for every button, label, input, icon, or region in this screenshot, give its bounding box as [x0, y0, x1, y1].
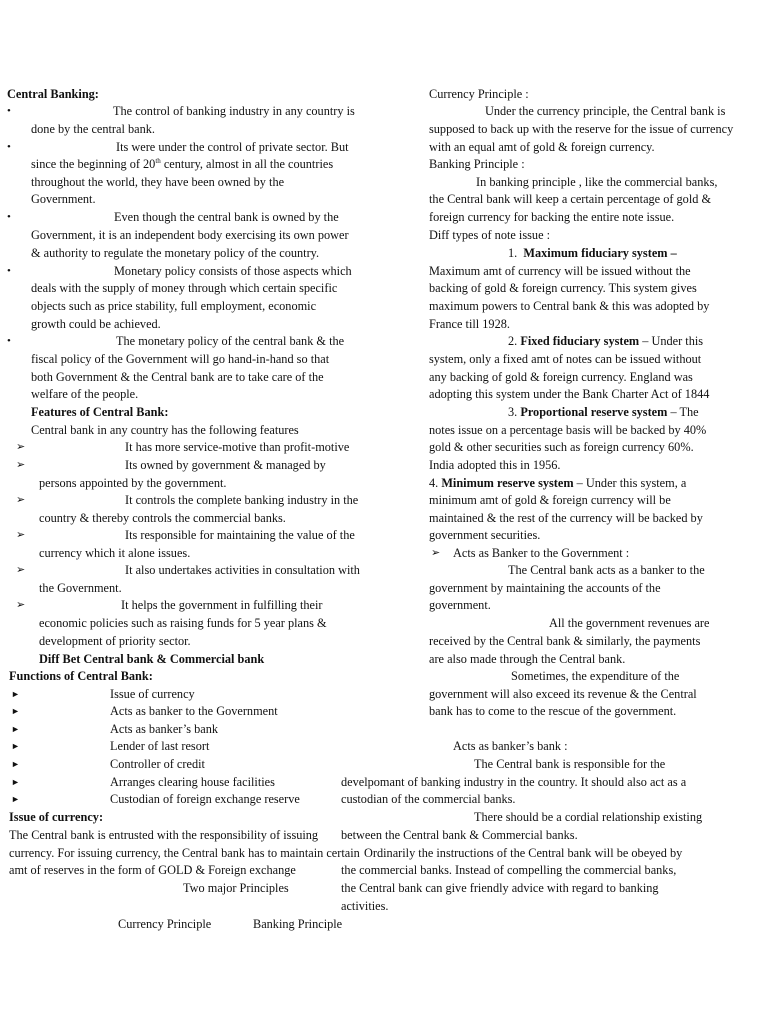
paragraph-line: France till 1928. — [429, 317, 510, 331]
bullet-dot: • — [7, 141, 11, 153]
paragraph-line: welfare of the people. — [31, 387, 139, 401]
paragraph-line: the Central bank can give friendly advice with regard to banking — [341, 881, 659, 895]
paragraph-line: There should be a cordial relationship existing — [474, 810, 703, 824]
feature-line: country & thereby controls the commercial banks. — [39, 511, 286, 525]
diff-types-heading: Diff types of note issue : — [429, 228, 551, 242]
paragraph-line: bank has to come to the rescue of the government. — [429, 704, 677, 718]
paragraph-line: All the government revenues are — [549, 616, 710, 630]
note-type-title: 1. Maximum fiduciary system – — [508, 246, 677, 260]
arrow-bullet-icon: ➢ — [16, 441, 26, 453]
paragraph-line: Monetary policy consists of those aspects which — [114, 264, 352, 278]
feature-line: currency which it alone issues. — [39, 546, 191, 560]
issue-line: The Central bank is entrusted with the responsibility of issuing — [9, 828, 319, 842]
diff-heading: Diff Bet Central bank & Commercial bank — [39, 652, 265, 666]
paragraph-line: government will also exceed its revenue & the Central — [429, 687, 697, 701]
feature-line: It also undertakes activities in consultation with — [125, 563, 360, 577]
paragraph-line: The Central bank is responsible for the — [474, 757, 666, 771]
feature-line: It controls the complete banking industry in the — [125, 493, 359, 507]
feature-line: the Government. — [39, 581, 122, 595]
arrow-bullet-icon: ➢ — [16, 564, 26, 576]
feature-line: It helps the government in fulfilling their — [121, 598, 323, 612]
paragraph-line: The monetary policy of the central bank & the — [116, 334, 345, 348]
paragraph-line: supposed to back up with the reserve for the issue of currency — [429, 122, 734, 136]
paragraph-line: Its were under the control of private sector. But — [116, 140, 349, 154]
paragraph-line: government securities. — [429, 528, 541, 542]
paragraph-line: maximum powers to Central bank & this was adopted by — [429, 299, 710, 313]
banker-to-government-heading: Acts as Banker to the Government : — [453, 546, 630, 560]
paragraph-line: with an equal amt of gold & foreign currency. — [429, 140, 655, 154]
two-principles-label: Two major Principles — [183, 881, 289, 895]
paragraph-line: maintained & the rest of the currency will be backed by — [429, 511, 703, 525]
arrow-bullet-icon: ➢ — [16, 599, 26, 611]
features-intro: Central bank in any country has the following features — [31, 423, 299, 437]
triangle-bullet-icon: ► — [11, 689, 20, 699]
paragraph-line: custodian of the commercial banks. — [341, 792, 516, 806]
function-item: Arranges clearing house facilities — [110, 775, 275, 789]
triangle-bullet-icon: ► — [11, 706, 20, 716]
feature-line: Its responsible for maintaining the value of the — [125, 528, 355, 542]
note-type-title: 3. Proportional reserve system – The — [508, 405, 699, 419]
paragraph-line: In banking principle , like the commercial banks, — [476, 175, 718, 189]
paragraph-line: Even though the central bank is owned by the — [114, 210, 339, 224]
function-item: Controller of credit — [110, 757, 205, 771]
banking-principle-heading: Banking Principle : — [429, 157, 525, 171]
paragraph-line: gold & other securities such as foreign currency 60%. — [429, 440, 694, 454]
triangle-bullet-icon: ► — [11, 794, 20, 804]
issue-heading: Issue of currency: — [9, 810, 104, 824]
triangle-bullet-icon: ► — [11, 741, 20, 751]
section-heading-central-banking: Central Banking: — [7, 87, 99, 101]
paragraph-line: Maximum amt of currency will be issued without the — [429, 264, 691, 278]
bullet-dot: • — [7, 335, 11, 347]
triangle-bullet-icon: ► — [11, 724, 20, 734]
paragraph-line: between the Central bank & Commercial banks. — [341, 828, 578, 842]
paragraph-line: received by the Central bank & similarly, the payments — [429, 634, 701, 648]
paragraph-line: & authority to regulate the monetary policy of the country. — [31, 246, 320, 260]
arrow-bullet-icon: ➢ — [16, 529, 26, 541]
arrow-bullet-icon: ➢ — [16, 459, 26, 471]
paragraph-line: Under the currency principle, the Central bank is — [485, 104, 726, 118]
currency-principle-heading: Currency Principle : — [429, 87, 529, 101]
paragraph-line: fiscal policy of the Government will go hand-in-hand so that — [31, 352, 330, 366]
feature-line: persons appointed by the government. — [39, 476, 227, 490]
issue-line: amt of reserves in the form of GOLD & Foreign exchange — [9, 863, 296, 877]
paragraph-line: The Central bank acts as a banker to the — [508, 563, 705, 577]
paragraph-line: government by maintaining the accounts of the — [429, 581, 661, 595]
paragraph-line: foreign currency for backing the entire note issue. — [429, 210, 675, 224]
paragraph-line: growth could be achieved. — [31, 317, 161, 331]
paragraph-line: objects such as price stability, full employment, economic — [31, 299, 317, 313]
paragraph-line: government. — [429, 598, 491, 612]
bullet-dot: • — [7, 105, 11, 117]
arrow-bullet-icon: ➢ — [431, 547, 441, 559]
function-item: Lender of last resort — [110, 739, 210, 753]
paragraph-line: The control of banking industry in any country is — [113, 104, 355, 118]
feature-line: Its owned by government & managed by — [125, 458, 326, 472]
arrow-bullet-icon: ➢ — [16, 494, 26, 506]
banking-principle-label: Banking Principle — [253, 917, 343, 931]
bullet-dot: • — [7, 265, 11, 277]
paragraph-line: develpomant of banking industry in the country. It should also act as a — [341, 775, 687, 789]
paragraph-line: done by the central bank. — [31, 122, 155, 136]
paragraph-line: throughout the world, they have been owned by the — [31, 175, 285, 189]
paragraph-line: deals with the supply of money through which certain specific — [31, 281, 338, 295]
function-item: Custodian of foreign exchange reserve — [110, 792, 300, 806]
triangle-bullet-icon: ► — [11, 759, 20, 769]
currency-principle-label: Currency Principle — [118, 917, 212, 931]
paragraph-line: minimum amt of gold & foreign currency will be — [429, 493, 671, 507]
paragraph-line: Government. — [31, 192, 96, 206]
paragraph-line: both Government & the Central bank are to take care of the — [31, 370, 324, 384]
bankers-bank-heading: Acts as banker’s bank : — [453, 739, 568, 753]
function-item: Acts as banker’s bank — [110, 722, 219, 736]
paragraph-line: backing of gold & foreign currency. This system gives — [429, 281, 697, 295]
paragraph-line: adopting this system under the Bank Charter Act of 1844 — [429, 387, 710, 401]
function-item: Acts as banker to the Government — [110, 704, 278, 718]
paragraph-line: Government, it is an independent body exercising its own power — [31, 228, 349, 242]
triangle-bullet-icon: ► — [11, 777, 20, 787]
paragraph-line: any backing of gold & foreign currency. England was — [429, 370, 693, 384]
bullet-dot: • — [7, 211, 11, 223]
paragraph-line: the commercial banks. Instead of compelling the commercial banks, — [341, 863, 677, 877]
issue-line: currency. For issuing currency, the Central bank has to maintain certain — [9, 846, 360, 860]
paragraph-line: India adopted this in 1956. — [429, 458, 561, 472]
note-type-title: 4. Minimum reserve system – Under this system, a — [429, 476, 687, 490]
features-heading: Features of Central Bank: — [31, 405, 169, 419]
paragraph-line: Ordinarily the instructions of the Central bank will be obeyed by — [364, 846, 683, 860]
paragraph-line: the Central bank will keep a certain percentage of gold & — [429, 192, 712, 206]
note-type-title: 2. Fixed fiduciary system – Under this — [508, 334, 704, 348]
paragraph-line: system, only a fixed amt of notes can be issued without — [429, 352, 702, 366]
paragraph-line: since the beginning of 20th century, almost in all the countries — [31, 156, 334, 171]
function-item: Issue of currency — [110, 687, 195, 701]
paragraph-line: are also made through the Central bank. — [429, 652, 626, 666]
feature-line: development of priority sector. — [39, 634, 191, 648]
paragraph-line: activities. — [341, 899, 389, 913]
feature-line: It has more service-motive than profit-motive — [125, 440, 350, 454]
paragraph-line: notes issue on a percentage basis will be backed by 40% — [429, 423, 707, 437]
paragraph-line: Sometimes, the expenditure of the — [511, 669, 680, 683]
functions-heading: Functions of Central Bank: — [9, 669, 153, 683]
feature-line: economic policies such as raising funds for 5 year plans & — [39, 616, 327, 630]
